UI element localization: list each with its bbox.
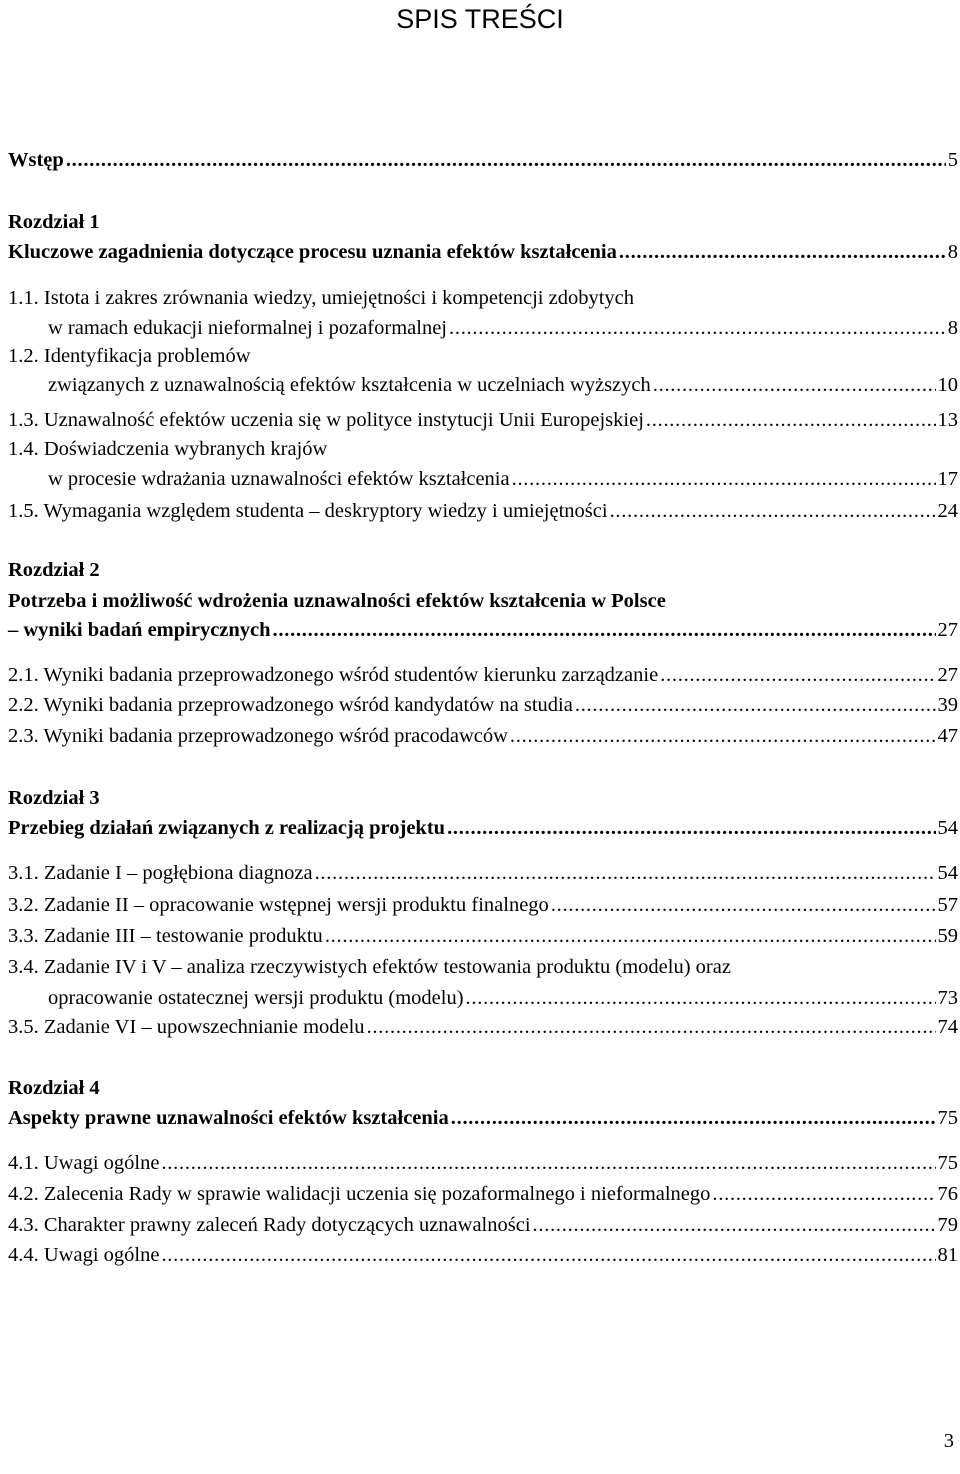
toc-entry-text: 3.5. Zadanie VI – upowszechnianie modelu — [8, 1016, 365, 1038]
toc-entry-text: 4.3. Charakter prawny zaleceń Rady dotyczących uznawalności — [8, 1214, 531, 1236]
toc-entry-text: 1.5. Wymagania względem studenta – deskryptory wiedzy i umiejętności — [8, 500, 608, 522]
toc-page-number: 74 — [937, 1016, 958, 1038]
dot-leader — [447, 813, 935, 843]
toc-entry-text: Kluczowe zagadnienia dotyczące procesu uznania efektów kształcenia — [8, 241, 617, 263]
toc-page-number: 39 — [937, 694, 958, 716]
toc-entry-3-4-line1[interactable] — [8, 952, 960, 982]
dot-leader — [325, 921, 936, 951]
toc-page-number: 75 — [937, 1152, 958, 1174]
toc-entry-text: 4.4. Uwagi ogólne — [8, 1244, 160, 1266]
chapter-label-text: Rozdział 4 — [8, 1077, 100, 1099]
toc-entry-text: w ramach edukacji nieformalnej i pozaformalnej — [48, 317, 447, 339]
toc-entry-text: 3.2. Zadanie II – opracowanie wstępnej wersji produktu finalnego — [8, 894, 549, 916]
toc-entry-text: 2.1. Wyniki badania przeprowadzonego wśród studentów kierunku zarządzanie — [8, 664, 659, 686]
dot-leader — [466, 983, 936, 1013]
toc-page-number: 76 — [937, 1183, 958, 1205]
toc-entry-text: – wyniki badań empirycznych — [8, 619, 271, 641]
toc-entry-text: Potrzeba i możliwość wdrożenia uznawalności efektów kształcenia w Polsce — [8, 590, 666, 612]
toc-page-number: 47 — [937, 725, 958, 747]
dot-leader — [315, 858, 936, 888]
toc-entry-1-4-line1[interactable] — [8, 434, 960, 464]
toc-page-number: 54 — [937, 862, 958, 884]
toc-page-number: 24 — [937, 500, 958, 522]
toc-entry-1-1-line1[interactable] — [8, 283, 960, 313]
dot-leader — [712, 1179, 935, 1209]
dot-leader — [512, 464, 936, 494]
toc-entry-chapter-2[interactable] — [8, 615, 958, 645]
toc-page-number: 79 — [937, 1214, 958, 1236]
toc-entry-chapter-1[interactable] — [8, 237, 958, 267]
dot-leader — [451, 1103, 936, 1133]
toc-entry-1-5[interactable] — [8, 496, 958, 526]
dot-leader — [161, 1148, 935, 1178]
dot-leader — [660, 660, 935, 690]
toc-page-number: 10 — [937, 374, 958, 396]
toc-page-number: 59 — [937, 925, 958, 947]
toc-entry-text: 2.3. Wyniki badania przeprowadzonego wśród pracodawców — [8, 725, 508, 747]
toc-entry-2-2[interactable] — [8, 690, 958, 720]
toc-entry-text: Aspekty prawne uznawalności efektów kształcenia — [8, 1107, 449, 1129]
toc-entry-3-5[interactable] — [8, 1012, 958, 1042]
toc-entry-1-2[interactable] — [8, 370, 958, 400]
toc-entry-3-1[interactable] — [8, 858, 958, 888]
dot-leader — [449, 313, 946, 343]
toc-entry-1-2-line1[interactable] — [8, 341, 960, 371]
toc-entry-3-4[interactable] — [8, 983, 958, 1013]
toc-page-number: 13 — [937, 409, 958, 431]
chapter-label-4 — [8, 1073, 960, 1103]
dot-leader — [619, 237, 946, 267]
chapter-label-3 — [8, 783, 960, 813]
dot-leader — [161, 1240, 935, 1270]
dot-leader — [533, 1210, 936, 1240]
dot-leader — [610, 496, 936, 526]
toc-page-number: 27 — [937, 619, 958, 641]
toc-page-number: 17 — [937, 468, 958, 490]
toc-page-number: 5 — [947, 149, 958, 171]
chapter-label-text: Rozdział 2 — [8, 559, 100, 581]
dot-leader — [646, 405, 936, 435]
toc-entry-text: związanych z uznawalnością efektów kształcenia w uczelniach wyższych — [48, 374, 651, 396]
toc-entry-text: 1.2. Identyfikacja problemów — [8, 345, 251, 367]
toc-entry-chapter-2-line1[interactable] — [8, 586, 960, 616]
toc-entry-text: 3.4. Zadanie IV i V – analiza rzeczywistych efektów testowania produktu (modelu) oraz — [8, 956, 731, 978]
dot-leader — [273, 615, 936, 645]
toc-entry-4-2[interactable] — [8, 1179, 958, 1209]
toc-entry-wstep[interactable] — [8, 145, 958, 175]
toc-page-number: 57 — [937, 894, 958, 916]
dot-leader — [367, 1012, 936, 1042]
toc-entry-1-3[interactable] — [8, 405, 958, 435]
toc-page-number: 27 — [937, 664, 958, 686]
chapter-label-text: Rozdział 3 — [8, 787, 100, 809]
toc-entry-chapter-3[interactable] — [8, 813, 958, 843]
dot-leader — [510, 721, 936, 751]
toc-entry-text: 1.4. Doświadczenia wybranych krajów — [8, 438, 328, 460]
toc-entry-2-3[interactable] — [8, 721, 958, 751]
dot-leader — [551, 890, 936, 920]
toc-entry-4-3[interactable] — [8, 1210, 958, 1240]
toc-page-number: 75 — [937, 1107, 958, 1129]
toc-entry-text: 4.2. Zalecenia Rady w sprawie walidacji uczenia się pozaformalnego i nieformalnego — [8, 1183, 711, 1205]
chapter-label-2 — [8, 555, 960, 585]
toc-entry-3-2[interactable] — [8, 890, 958, 920]
toc-entry-4-1[interactable] — [8, 1148, 958, 1178]
dot-leader — [575, 690, 936, 720]
toc-entry-text: 3.3. Zadanie III – testowanie produktu — [8, 925, 323, 947]
toc-entry-2-1[interactable] — [8, 660, 958, 690]
toc-page-number: 73 — [937, 987, 958, 1009]
toc-entry-text: Przebieg działań związanych z realizacją projektu — [8, 817, 446, 839]
toc-entry-text: opracowanie ostatecznej wersji produktu (modelu) — [48, 987, 464, 1009]
toc-page-number: 8 — [947, 317, 958, 339]
toc-entry-4-4[interactable] — [8, 1240, 958, 1270]
toc-entry-text: 2.2. Wyniki badania przeprowadzonego wśród kandydatów na studia — [8, 694, 573, 716]
chapter-label-1 — [8, 207, 960, 237]
toc-entry-text: 3.1. Zadanie I – pogłębiona diagnoza — [8, 862, 313, 884]
dot-leader — [653, 370, 936, 400]
toc-page-number: 8 — [947, 241, 958, 263]
toc-entry-chapter-4[interactable] — [8, 1103, 958, 1133]
toc-page-number: 81 — [937, 1244, 958, 1266]
chapter-label-text: Rozdział 1 — [8, 211, 100, 233]
toc-entry-text: Wstęp — [8, 149, 64, 171]
page-title: SPIS TREŚCI — [396, 4, 564, 34]
toc-entry-1-4[interactable] — [8, 464, 958, 494]
toc-entry-text: 1.3. Uznawalność efektów uczenia się w polityce instytucji Unii Europejskiej — [8, 409, 644, 431]
toc-entry-text: 1.1. Istota i zakres zrównania wiedzy, umiejętności i kompetencji zdobytych — [8, 287, 635, 309]
page-number: 3 — [943, 1430, 954, 1452]
toc-entry-3-3[interactable] — [8, 921, 958, 951]
toc-entry-text: w procesie wdrażania uznawalności efektów kształcenia — [48, 468, 510, 490]
toc-entry-text: 4.1. Uwagi ogólne — [8, 1152, 160, 1174]
toc-page-number: 54 — [937, 817, 958, 839]
dot-leader — [66, 145, 946, 175]
toc-entry-1-1[interactable] — [8, 313, 958, 343]
